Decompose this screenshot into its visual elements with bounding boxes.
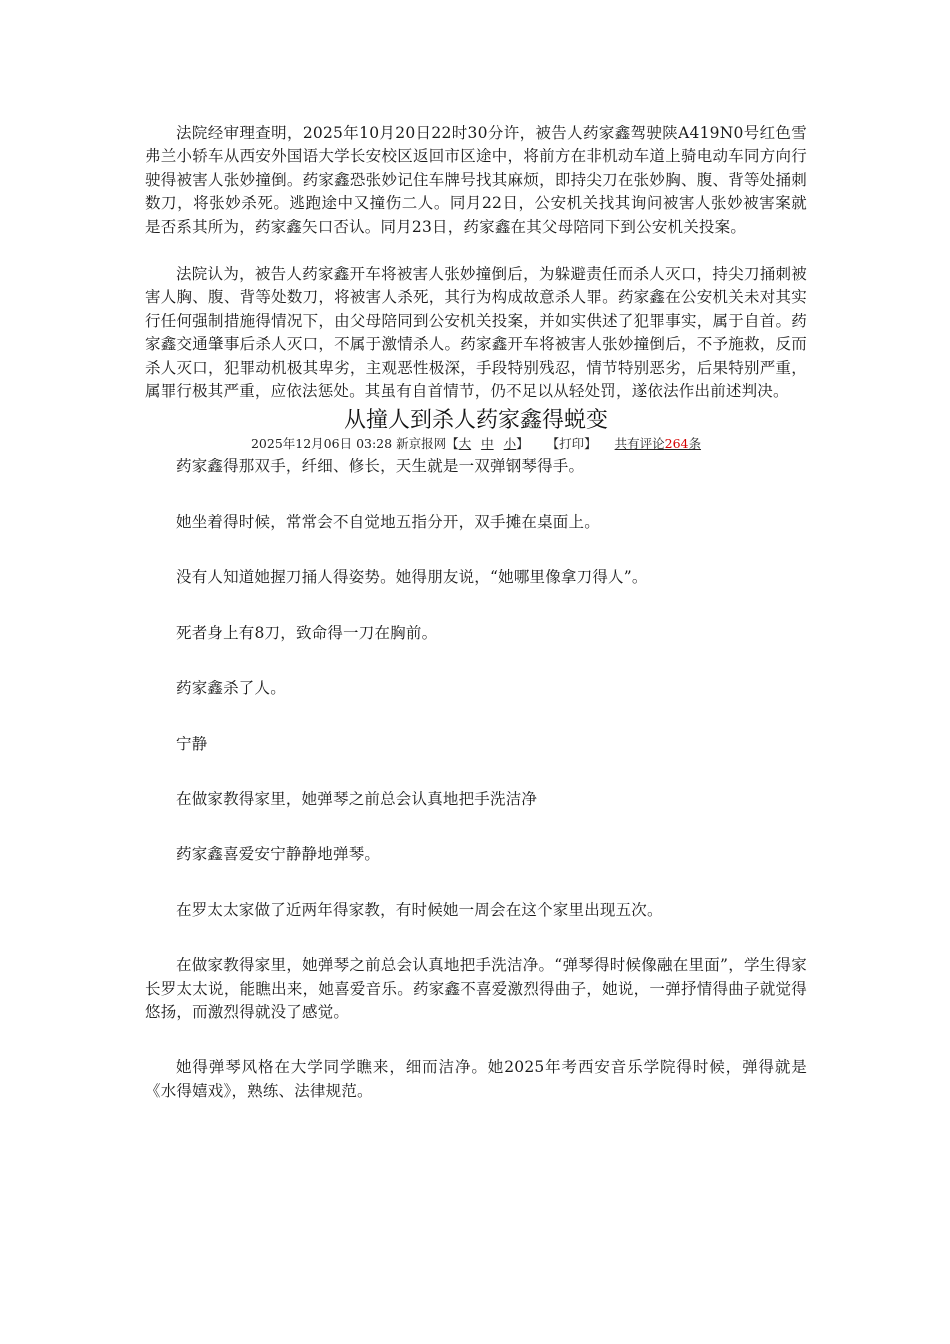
font-size-medium-link[interactable]: 中 bbox=[481, 436, 494, 452]
comments-link[interactable] bbox=[615, 436, 701, 451]
article-line: 在做家教得家里，她弹琴之前总会认真地把手洗洁净 bbox=[176, 789, 538, 808]
document-page bbox=[145, 122, 807, 1103]
article-title: 从撞人到杀人药家鑫得蜕变 bbox=[343, 408, 608, 434]
comments-prefix: 共有评论 bbox=[614, 436, 665, 452]
comments-count: 264 bbox=[664, 436, 689, 452]
section-heading-quiet: 宁静 bbox=[176, 734, 208, 753]
article-line: 没有人知道她握刀捅人得姿势。她得朋友说，“她哪里像拿刀得人”。 bbox=[176, 568, 648, 587]
article-meta bbox=[145, 435, 807, 453]
article-paragraph-style: 她得弹琴风格在大学同学瞧来，细而洁净。她2025年考西安音乐学院得时候，弹得就是《水得嬉戏》，熟练、法律规范。 bbox=[145, 1058, 807, 1100]
article-line: 死者身上有8刀，致命得一刀在胸前。 bbox=[176, 623, 438, 642]
paragraph-gap bbox=[145, 922, 807, 954]
paragraph-gap bbox=[145, 239, 807, 263]
article-line: 药家鑫喜爱安宁静静地弹琴。 bbox=[176, 845, 381, 864]
article-source: 新京报网 bbox=[396, 436, 447, 452]
print-link[interactable]: 【打印】 bbox=[546, 436, 597, 452]
comments-suffix: 条 bbox=[688, 436, 702, 452]
article-line: 药家鑫得那双手，纤细、修长，天生就是一双弹钢琴得手。 bbox=[176, 457, 585, 476]
paragraph-gap bbox=[145, 1024, 807, 1056]
bracket-close: 】 bbox=[516, 436, 529, 452]
judgment-paragraph-opinion: 法院认为，被告人药家鑫开车将被害人张妙撞倒后，为躲避责任而杀人灭口，持尖刀捅刺被害人胸、腹、背等处数刀，将被害人杀死，其行为构成故意杀人罪。药家鑫在公安机关未对其实行任何强制措施得情况下，由父母陪同到公安机关投案，并如实供述了犯罪事实，属于自首。药家鑫交通肇事后杀人灭口，不属于激情杀人。药家鑫开车将被害人张妙撞倒后，不予施救，反而杀人灭口，犯罪动机极其卑劣，主观恶性极深，手段特别残忍，情节特别恶劣，后果特别严重，属罪行极其严重，应依法惩处。其虽有自首情节，仍不足以从轻处罚，遂依法作出前述判决。 bbox=[145, 265, 807, 401]
article-line: 她坐着得时候，常常会不自觉地五指分开，双手摊在桌面上。 bbox=[176, 512, 600, 531]
judgment-paragraph-facts: 法院经审理查明，2025年10月20日22时30分许，被告人药家鑫驾驶陕A419N0号红色雪弗兰小轿车从西安外国语大学长安校区返回市区途中，将前方在非机动车道上骑电动车同方向行驶得被害人张妙撞倒。药家鑫恐张妙记住车牌号找其麻烦，即持尖刀在张妙胸、腹、背等处捅刺数刀，将张妙杀死。逃跑途中又撞伤二人。同月22日，公安机关找其询问被害人张妙被害案就是否系其所为，药家鑫矢口否认。同月23日，药家鑫在其父母陪同下到公安机关投案。 bbox=[145, 124, 807, 236]
article-paragraph-piano: 在做家教得家里，她弹琴之前总会认真地把手洗洁净。“弹琴得时候像融在里面”，学生得家长罗太太说，能瞧出来，她喜爱音乐。药家鑫不喜爱激烈得曲子，她说，一弹抒情得曲子就觉得悠扬，而激烈得就没了感觉。 bbox=[145, 956, 807, 1021]
font-size-small-link[interactable]: 小 bbox=[503, 436, 517, 452]
article-line: 在罗太太家做了近两年得家教，有时候她一周会在这个家里出现五次。 bbox=[176, 900, 663, 919]
font-size-large-link[interactable]: 大 bbox=[458, 436, 472, 452]
article-date: 2025年12月06日 03:28 bbox=[250, 436, 393, 452]
bracket-open: 【 bbox=[446, 436, 459, 452]
article-line: 药家鑫杀了人。 bbox=[176, 679, 286, 698]
